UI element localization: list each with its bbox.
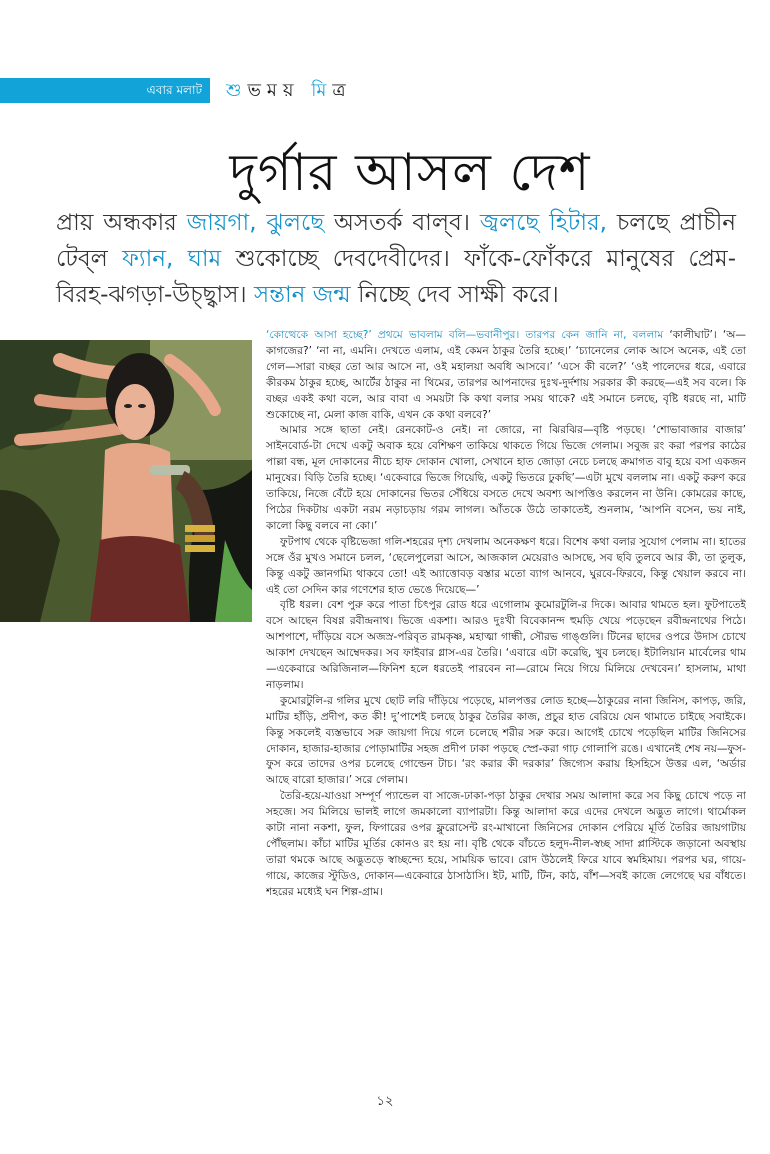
author-part: শু — [226, 80, 248, 101]
lead-paragraph — [56, 205, 736, 313]
lead-highlight: সন্তান জন্ম — [253, 282, 351, 308]
body-paragraph: ফুটপাথ থেকে বৃষ্টিভেজা গলি-শহরের দৃশ্য দেখলাম অনেকক্ষণ ধরে। বিশেষ কথা বলার সুযোগ পেলাম না। হাতের সঙ্গে ওঁর মুখও সমানে চলল, ‘ছেলেপুলেরা আসে, আজকাল মেয়েরাও আসছে, সব ছবি তুলবে আর কী, তা তুলুক, কিন্তু একটু জ্ঞানগম্যি থাকবে তো! এই অ্যাত্তোবড় বস্তার মতো ব্যাগ আনবে, ঘুরবে-ফিরবে, কিন্তু খেয়াল করবে না। এই তো সেদিন কার গণেশের হাত ভেঙে দিয়েছে—’ — [266, 535, 746, 596]
section-label: এবার মলাট — [146, 83, 202, 97]
article-body — [266, 328, 746, 1068]
lead-text: শুকোচ্ছে দেবদেবীদের। ফাঁকে-ফোঁকরে মানুষের প্রেম-বিরহ-ঝগড়া-উচ্ছ্বাস। — [56, 246, 736, 308]
author-name — [226, 76, 352, 107]
lead-text: অসতর্ক বাল্‌ব। — [324, 210, 480, 236]
section-header-bar — [0, 78, 210, 103]
author-part: ভময় — [247, 80, 300, 101]
body-text: ‘কালীঘাট’। ‘অ—কাগজের?’ ‘না না, এমনি। দেখতে এলাম, এই কেমন ঠাকুর তৈরি হচ্ছে।’ ‘চ্যানেলের লোক আসে অনেক, এই তো গেল—সারা বচ্ছর তো আর আসে না, ওই মহালয়া অবধি আসবে।’ ‘এসে কী বলে?’ ‘ওই পালেদের ধরে, এবারে কীরকম ঠাকুর হচ্ছে, আর্টের ঠাকুর না থিমের, তারপর আপনাদের দুঃখ-দুর্দশায় সরকার কী করছে—এই সব বলে। কি বচ্ছর একই কথা বলে, আর বাবা এ সময়টা কি কথা বলার সময় থাকে? এই সমানে চলছে, বৃষ্টি ধরছে না, মাটি শুকোচ্ছে না, মেলা কাজ বাকি, এখন কে কথা বলবে?’ — [266, 329, 746, 421]
lead-highlight: জ্বলছে হিটার, — [479, 210, 607, 236]
body-paragraph: আমার সঙ্গে ছাতা নেই। রেনকোট-ও নেই। না জোরে, না ঝিরঝির—বৃষ্টি পড়ছে। ‘শোভাবাজার বাজার’ সাইনবোর্ড-টা দেখে একটু অবাক হয়ে বেশিক্ষণ তাকিয়ে থাকতে গিয়ে ভিজে গেলাম। সবুজ রং করা পরপর কাঠের পাল্লা বন্ধ, মূল দোকানের নীচে হাফ দোকান খোলা, সেখানে হাত জোড়া নেচে চলছে ক্রমাগত বাবু হয়ে বসা একজন মানুষের। বিড়ি তৈরি হচ্ছে। ‘একেবারে ভিজে গিয়েছি, একটু ভিতরে ঢুকছি’—এটা মুখে বললাম না। একটু করুণ করে তাকিয়ে, নিজে বেঁটে হয়ে দোকানের ভিতর সেঁধিয়ে বসতে দেখে অবশ্য আপত্তিও করলেন না উনি। কোমরের কাছে, পিঠের দিকটায় একটা নরম নড়াচড়ায় গরম লাগল। আঁতকে উঠে তাকাতেই, শুনলাম, ‘আপনি বসেন, ভয় নাই, কালো কিছু বলবে না কো।’ — [266, 424, 746, 532]
lead-text: নিচ্ছে দেব সাক্ষী করে। — [350, 282, 559, 308]
body-paragraph: কুমোরটুলি-র গলির মুখে ছোট লরি দাঁড়িয়ে পড়েছে, মালপত্তর লোড হচ্ছে—ঠাকুরের নানা জিনিস, কাপড়, জরি, মাটির হাঁড়ি, প্রদীপ, কত কী! দু’পাশেই চলছে ঠাকুর তৈরির কাজ, প্রচুর হাত বেরিয়ে যেন থামাতে চাইছে সবাইকে। কিন্তু সকলেই ব্যস্তভাবে সরু জায়গা দিয়ে গলে চলেছে শরীর সরু করে। আগেই চোখে পড়েছিল মাটির জিনিসের দোকান, হাজার-হাজার পোড়ামাটির সহজ প্রদীপ ঢাকা পড়ছে স্প্রে-করা গাঢ় গোলাপি রঙে। এখানেই শেষ নয়—ফুস-ফুস করে তাদের ওপর চলেছে গোল্ডেন টাচ। ‘রং করার কী দরকার’ জিগ্যেস করায় হিসহিসে উত্তর এল, ‘অর্ডার আছে বারো হাজার।’ সরে গেলাম। — [266, 694, 746, 787]
author-part: ত্র — [332, 80, 352, 101]
idol-photo — [0, 340, 252, 622]
article-title: দুর্গার আসল দেশ — [229, 143, 591, 203]
author-part: মি — [311, 80, 333, 101]
page-number: ১২ — [376, 1094, 394, 1109]
lead-text: চলছে প্রাচীন টেব্‌ল — [56, 210, 736, 272]
lead-highlight: ফ্যান, ঘাম — [122, 246, 222, 272]
body-lead-in: ‘কোত্থেকে আসা হচ্ছে?’ প্রথমে ভাবলাম বলি—ভবানীপুর। তারপর কেন জানি না, বললাম — [266, 329, 664, 341]
body-paragraph: তৈরি-হয়ে-যাওয়া সম্পূর্ণ প্যান্ডেল বা সাজে-ঢাকা-পড়া ঠাকুর দেখার সময় আলাদা করে সব কিছু চোখে পড়ে না সহজে। সব মিলিয়ে ভালই লাগে জমকালো ব্যাপারটা। কিন্তু আলাদা করে এদের দেখলে অদ্ভুত লাগে। থার্মোকল কাটা নানা নকশা, ফুল, ফিগারের ওপর ফ্লুরোসেন্ট রং-মাখানো জিনিসের দোকান পেরিয়ে মূর্তি তৈরির জায়গাটায় পৌঁছলাম। কাঁচা মাটির মূর্তির কোনও রং হয় না। বৃষ্টি থেকে বাঁচতে হলুদ-নীল-স্বচ্ছ সাদা প্লাস্টিকে জড়ানো অবস্থায় তারা থমকে আছে অদ্ভুতড়ে স্বাচ্ছন্দ্যে হয়ে, সাময়িক ভাবে। রোদ উঠলেই ফিরে যাবে স্বমহিমায়। পরপর ঘর, গায়ে-গায়ে, কাজের স্টুডিও, দোকান—একেবারে ঠাসাঠাসি। ইট, মাটি, টিন, কাঠ, বাঁশ—সবই কাজে লেগেছে ঘর বাঁধতে। শহরের মধ্যেই ঘন শিল্প-গ্রাম। — [266, 790, 746, 898]
lead-text: প্রায় অন্ধকার — [56, 210, 187, 236]
body-paragraph — [266, 328, 746, 423]
lead-highlight: জায়গা, ঝুলছে — [186, 210, 325, 236]
body-paragraph: বৃষ্টি ধরল। বেশ পুরু করে পাতা চিৎপুর রোড ধরে এগোলাম কুমোরটুলি-র দিকে। আবার থামতে হল। ফুটপাতেই বসে আছেন বিষণ্ণ রবীন্দ্রনাথ। ভিজে একশা। আরও দুঃখী বিবেকানন্দ হুমড়ি খেয়ে পড়েছেন রবীন্দ্রনাথের পিঠে। আশপাশে, দাঁড়িয়ে বসে অজস্র-পরিবৃত রামকৃষ্ণ, মহাত্মা গান্ধী, সৌরভ গাঙ্গুলি। টিনের ছাদের ওপরে উদাস চোখে আকাশ দেখছেন আম্বেদকর। সব ফাইবার গ্লাস-এর তৈরি। ‘এবারে এটা করেছি, খুব চলছে। ইটালিয়ান মার্বেলের থাম—একেবারে অরিজিনাল—ফিনিশ হলে ধরতেই পারবেন না—রোমে নিয়ে গিয়ে মিলিয়ে দেখবেন।’ হাসলাম, মাথা নাড়লাম। — [266, 599, 746, 691]
